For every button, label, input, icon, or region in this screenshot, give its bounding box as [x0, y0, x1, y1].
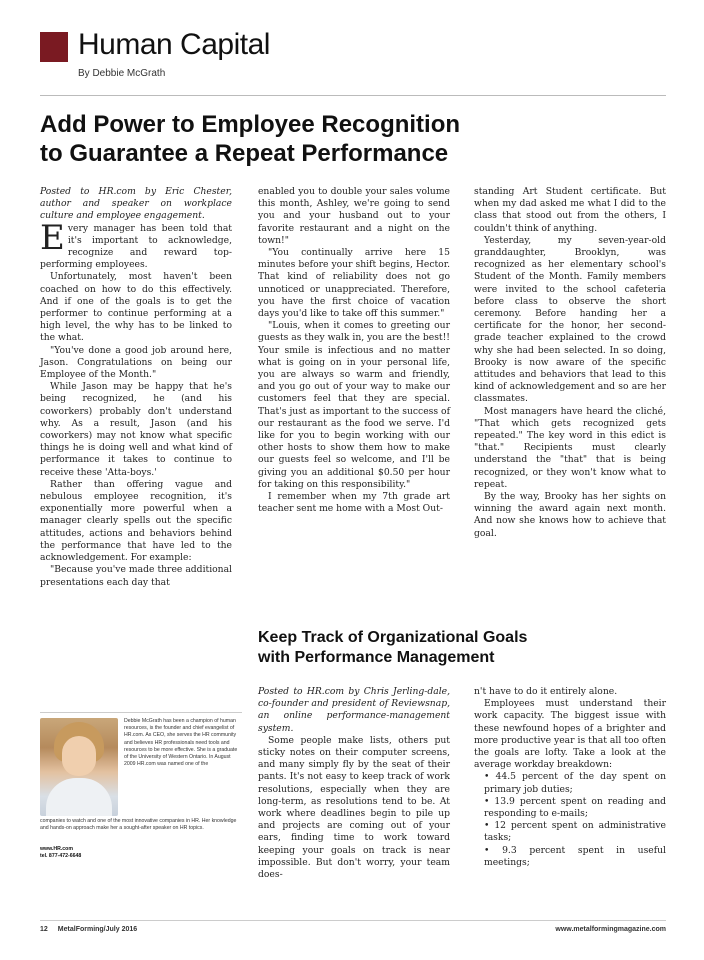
article1-paragraph-text: very manager has been told that it's important to acknowledge, recognize and reward top-performing employees.	[40, 222, 232, 271]
page-number: 12	[40, 926, 48, 933]
article-title	[40, 110, 666, 168]
article1-column-2	[258, 186, 450, 515]
article2-paragraph: n't have to do it entirely alone.	[474, 686, 618, 697]
header-divider	[40, 95, 666, 96]
article2-lead: Posted to HR.com by Chris Jerling-dale, co-founder and president of Reviewsnap, an online performance-management system.	[258, 686, 450, 734]
section-title: Human Capital	[78, 28, 270, 61]
footer-left	[40, 926, 147, 933]
article1-paragraph: Unfortunately, most haven't been coached on how to do this effectively. And if one of the goals is to get the performer to continue performing at a high level, the why has to be linked to the what.	[40, 271, 232, 344]
photo-face	[62, 736, 96, 776]
article1-paragraph	[40, 217, 232, 272]
article1-paragraph: By the way, Brooky has her sights on winning the award again next month. And now she knows how to achieve that goal.	[474, 491, 666, 539]
bio-divider	[40, 712, 242, 713]
article1-paragraph: Yesterday, my seven-year-old granddaughter, Brooklyn, was recognized as her elementary school's Student of the Month. Family members were invited to the school cafeteria before class to observe the short ceremony. Before handing her a certificate for the honor, her second-grade teacher explained to the crowd why she had been selected. In so doing, Brooky is now aware of the specific attitudes and behaviors that lead to this kind of acknowledgement and so are her classmates.	[474, 234, 666, 405]
footer-website: www.metalformingmagazine.com	[555, 926, 666, 933]
article1-paragraph: enabled you to double your sales volume this month, Ashley, we're going to send you and your husband out to your favorite restaurant and a night on the town!"	[258, 186, 450, 246]
article2-paragraph: Some people make lists, others put sticky notes on their computer screens, and many simply fly by the seat of their pants. It's not easy to keep track of work resolutions, especially when they are long-term, as resolutions tend to be. At work where deadlines begin to pile up and projects are coming out of your ears, finding time to work toward keeping your goals on track is near impossible. But don't worry, your team does-	[258, 734, 450, 881]
section-accent-bar	[40, 32, 68, 62]
article1-paragraph: I remember when my 7th grade art teacher sent me home with a Most Out-	[258, 491, 450, 515]
article2-title-line-1: Keep Track of Organizational Goals	[258, 629, 528, 646]
article1-lead: Posted to HR.com by Eric Chester, author and speaker on workplace culture and employee engagement.	[40, 186, 232, 222]
article1-column-1	[40, 186, 232, 589]
article2-column-1	[258, 686, 450, 881]
article2-paragraph: Employees must understand their work capacity. The biggest issue with these newfound hopes of a brighter and more productive year is that all too often the goals are lofty. Take a look at the average workday breakdown:	[474, 698, 666, 771]
photo-body	[46, 778, 112, 816]
article1-paragraph: Most managers have heard the cliché, "That which gets recognized gets repeated." The key word in this edict is "that." Recipients must clearly understand the "that" that is being recognized, or they won't know what to repeat.	[474, 405, 666, 490]
article-title-line-2: to Guarantee a Repeat Performance	[40, 140, 449, 167]
bullet-item: • 13.9 percent spent on reading and responding to e-mails;	[484, 795, 666, 820]
article1-paragraph: "You've done a good job around here, Jason. Congratulations on being our Employee of the Month."	[40, 344, 232, 381]
footer-divider	[40, 920, 666, 921]
author-contact	[40, 846, 242, 860]
author-bio-continued: companies to watch and one of the most innovative companies in HR. Her knowledge and hands-on approach make her a sought-after speaker on HR topics.	[40, 818, 237, 832]
article1-column-3	[474, 186, 666, 540]
author-photo	[40, 718, 118, 816]
article1-paragraph: "You continually arrive here 15 minutes before your shift begins, Hector. That kind of reliability does not go unnoticed or unappreciated. Therefore, you have the first choice of vacation days you'd like to take off this summer."	[258, 247, 450, 320]
article2-column-2	[474, 686, 666, 869]
bullet-item: • 12 percent spent on administrative tasks;	[484, 820, 666, 844]
bullet-item: • 9.3 percent spent in useful meetings;	[484, 844, 666, 868]
article1-paragraph: Rather than offering vague and nebulous employee recognition, it's exponentially more powerful when a manager clearly spells out the specific attitudes, actions and behaviors behind the performance that have led to the acknowledgement. For example:	[40, 478, 232, 564]
author-bio: Debbie McGrath has been a champion of human resources, is the founder and chief evangelist of HR.com. As CEO, she serves the HR community and believes HR professionals need tools and resources to be more effective. She is a graduate of the University of Western Ontario. In August 2009 HR.com was named one of the	[124, 718, 238, 768]
article2-title	[258, 628, 666, 668]
article1-paragraph: "Because you've made three additional presentations each day that	[40, 564, 232, 588]
article1-paragraph: "Louis, when it comes to greeting our guests as they walk in, you are the best!! Your smile is infectious and no matter what is going on in your personal life, you are always so warm and friendly, and you go out of your way to make our customers feel that they are special. That's just as important to the success of our restaurant as the food we serve. I'd like for you to begin working with our other hosts to show them how to make our guests feel so welcome, and I'll be giving you an additional $0.50 per hour for taking on this responsibility."	[258, 320, 450, 490]
author-url: www.HR.com	[40, 846, 73, 852]
article1-paragraph: While Jason may be happy that he's being recognized, he (and his coworkers) probably don't understand why. As a result, Jason (and his coworkers) may not know what specific things he is doing well and what kind of performance it takes to continue to receive these 'Atta-boys.'	[40, 381, 232, 478]
bullet-item: • 44.5 percent of the day spent on primary job duties;	[484, 771, 666, 795]
author-phone: tel. 877-472-6648	[40, 853, 82, 860]
article2-title-line-2: with Performance Management	[258, 649, 495, 666]
issue-label: MetalForming/July 2016	[57, 926, 138, 933]
byline: By Debbie McGrath	[78, 68, 166, 79]
drop-cap: E	[40, 217, 65, 258]
article-title-line-1: Add Power to Employee Recognition	[40, 111, 461, 138]
article1-paragraph: standing Art Student certificate. But when my dad asked me what I did to the class that stood out from the others, I couldn't think of anything.	[474, 186, 666, 234]
